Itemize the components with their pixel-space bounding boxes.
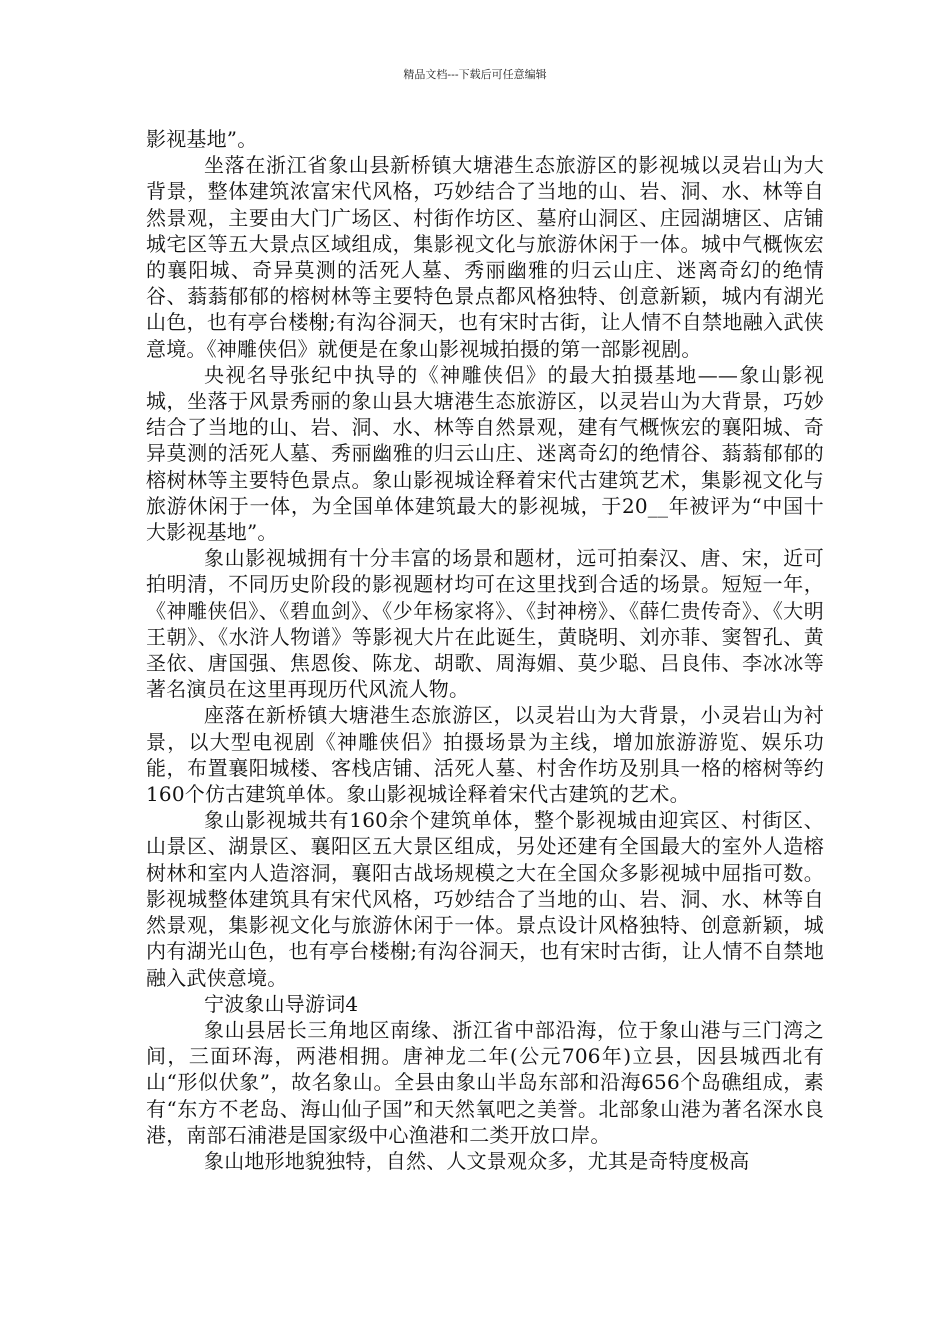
section-heading: 宁波象山导游词4: [204, 991, 359, 1016]
paragraph-film-city-location: 坐落在浙江省象山县新桥镇大塘港生态旅游区的影视城以灵岩山为大背景，整体建筑浓富宋代风格，巧妙结合了当地的山、岩、洞、水、林等自然景观，主要由大门广场区、村街作坊区、墓府山洞区、庄园湖塘区、店铺城宅区等五大景点区域组成，集影视文化与旅游休闲于一体。城中气概恢宏的襄阳城、奇异莫测的活死人墓、秀丽幽雅的归云山庄、迷离奇幻的绝情谷、蓊蓊郁郁的榕树林等主要特色景点都风格独特、创意新颖，城内有湖光山色，也有亭台楼榭;有沟谷洞天，也有宋时古街，让人情不自禁地融入武侠意境。《神雕侠侣》就便是在象山影视城拍摄的第一部影视剧。: [146, 153, 824, 361]
page-header: 精品文档---下载后可任意编辑: [403, 68, 547, 81]
paragraph-shooting-base: 央视名导张纪中执导的《神雕侠侣》的最大拍摄基地——象山影视城，坐落于风景秀丽的象山县大塘港生态旅游区，以灵岩山为大背景，巧妙结合了当地的山、岩、洞、水、林等自然景观，建有气概恢宏的襄阳城、奇异莫测的活死人墓、秀丽幽雅的归云山庄、迷离奇幻的绝情谷、蓊蓊郁郁的榕树林等主要特色景点。象山影视城诠释着宋代古建筑艺术，集影视文化与旅游休闲于一体，为全国单体建筑最大的影视城，于20__年被评为“中国十大影视基地”。: [146, 362, 824, 545]
paragraph-scenes-and-themes: 象山影视城拥有十分丰富的场景和题材，远可拍秦汉、唐、宋，近可拍明清，不同历史阶段的影视题材均可在这里找到合适的场景。短短一年，《神雕侠侣》、《碧血剑》、《少年杨家将》、《封神榜》、《薛仁贵传奇》、《大明王朝》、《水浒人物谱》等影视大片在此诞生，黄晓明、刘亦菲、窦智孔、黄圣依、唐国强、焦恩俊、陈龙、胡歌、周海媚、莫少聪、吕良伟、李冰冰等著名演员在这里再现历代风流人物。: [146, 546, 824, 702]
document-body: [146, 126, 824, 1174]
paragraph-continuation: 影视基地”。: [146, 127, 258, 151]
paragraph-county-overview: 象山县居长三角地区南缘、浙江省中部沿海，位于象山港与三门湾之间，三面环海，两港相拥。唐神龙二年(公元706年)立县，因县城西北有山“形似伏象”，故名象山。全县由象山半岛东部和沿海656个岛礁组成，素有“东方不老岛、海山仙子国”和天然氧吧之美誉。北部象山港为著名深水良港，南部石浦港是国家级中心渔港和二类开放口岸。: [146, 1017, 824, 1147]
paragraph-layout: 座落在新桥镇大塘港生态旅游区，以灵岩山为大背景，小灵岩山为衬景，以大型电视剧《神雕侠侣》拍摄场景为主线，增加旅游游览、娱乐功能，布置襄阳城楼、客栈店铺、活死人墓、村舍作坊及别具一格的榕树等约160个仿古建筑单体。象山影视城诠释着宋代古建筑的艺术。: [146, 703, 824, 807]
paragraph-buildings: 象山影视城共有160余个建筑单体，整个影视城由迎宾区、村街区、山景区、湖景区、襄阳区五大景区组成，另处还建有全国最大的室外人造榕树林和室内人造溶洞，襄阳古战场规模之大在全国众多影视城中屈指可数。影视城整体建筑具有宋代风格，巧妙结合了当地的山、岩、洞、水、林等自然景观，集影视文化与旅游休闲于一体。景点设计风格独特、创意新颖，城内有湖光山色，也有亭台楼榭;有沟谷洞天，也有宋时古街，让人情不自禁地融入武侠意境。: [146, 808, 824, 990]
paragraph-landscape: 象山地形地貌独特，自然、人文景观众多，尤其是奇特度极高: [204, 1148, 750, 1173]
